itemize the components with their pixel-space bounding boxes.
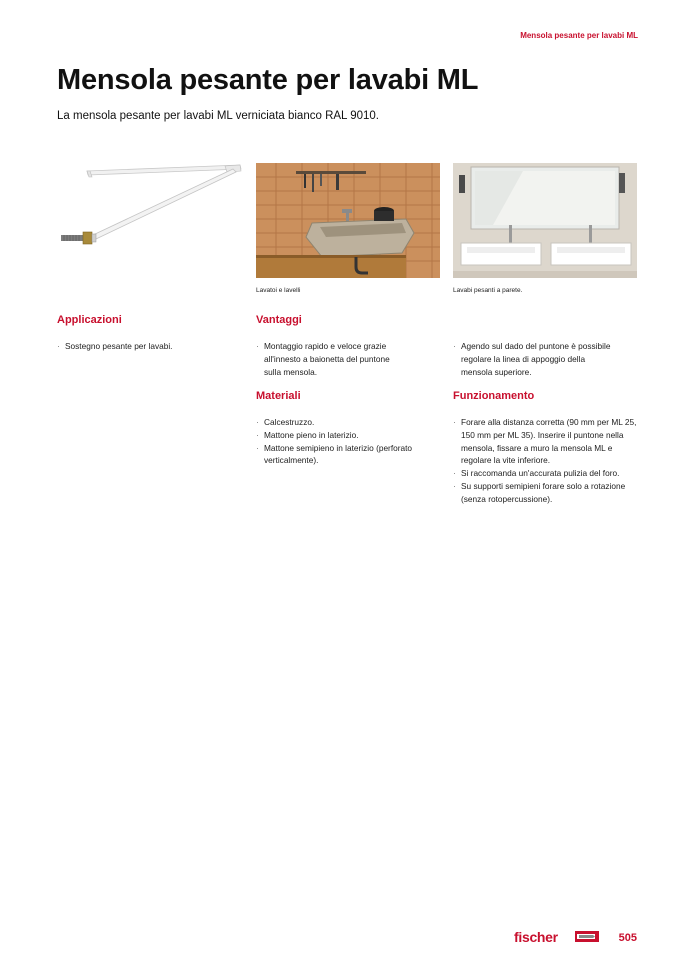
applicazioni-list (57, 340, 232, 353)
section-title-materiali: Materiali (256, 390, 301, 402)
funzionamento-list (453, 416, 637, 506)
page-subtitle: La mensola pesante per lavabi ML verniciata bianco RAL 9010. (57, 110, 379, 122)
list-item: · Agendo sul dado del puntone è possibile regolare la linea di appoggio della mensola superiore. (453, 340, 613, 378)
list-item: · Si raccomanda un'accurata pulizia del foro. (453, 467, 637, 480)
list-item: · Mattone pieno in laterizio. (256, 429, 440, 442)
list-item: · Su supporti semipieni forare solo a rotazione (senza rotopercussione). (453, 480, 637, 506)
list-item: · Sostegno pesante per lavabi. (57, 340, 232, 353)
brand-logo-mark-icon (575, 931, 599, 942)
vantaggi-list-continued (453, 340, 613, 378)
image-caption-basins: Lavabi pesanti a parete. (453, 287, 523, 294)
running-head: Mensola pesante per lavabi ML (520, 31, 638, 40)
image-caption-laundry: Lavatoi e lavelli (256, 287, 301, 294)
page-title: Mensola pesante per lavabi ML (57, 64, 479, 96)
section-title-applicazioni: Applicazioni (57, 314, 122, 326)
list-item: · Montaggio rapido e veloce grazie all'innesto a baionetta del puntone sulla mensola. (256, 340, 406, 378)
list-item: · Calcestruzzo. (256, 416, 440, 429)
product-image-wall-basins (453, 163, 637, 278)
section-title-funzionamento: Funzionamento (453, 390, 535, 402)
list-item: · Mattone semipieno in laterizio (perforato verticalmente). (256, 442, 440, 468)
page-number: 505 (618, 932, 637, 944)
materiali-list (256, 416, 440, 467)
section-title-vantaggi: Vantaggi (256, 314, 302, 326)
brand-logo: fischer (514, 929, 558, 945)
vantaggi-list (256, 340, 406, 378)
product-image-laundry-sink (256, 163, 440, 278)
product-image-bracket (57, 163, 247, 278)
list-item: · Forare alla distanza corretta (90 mm per ML 25, 150 mm per ML 35). Inserire il puntone nella mensola, fissare a muro la mensola ML e regolare la vite inferiore. (453, 416, 637, 467)
